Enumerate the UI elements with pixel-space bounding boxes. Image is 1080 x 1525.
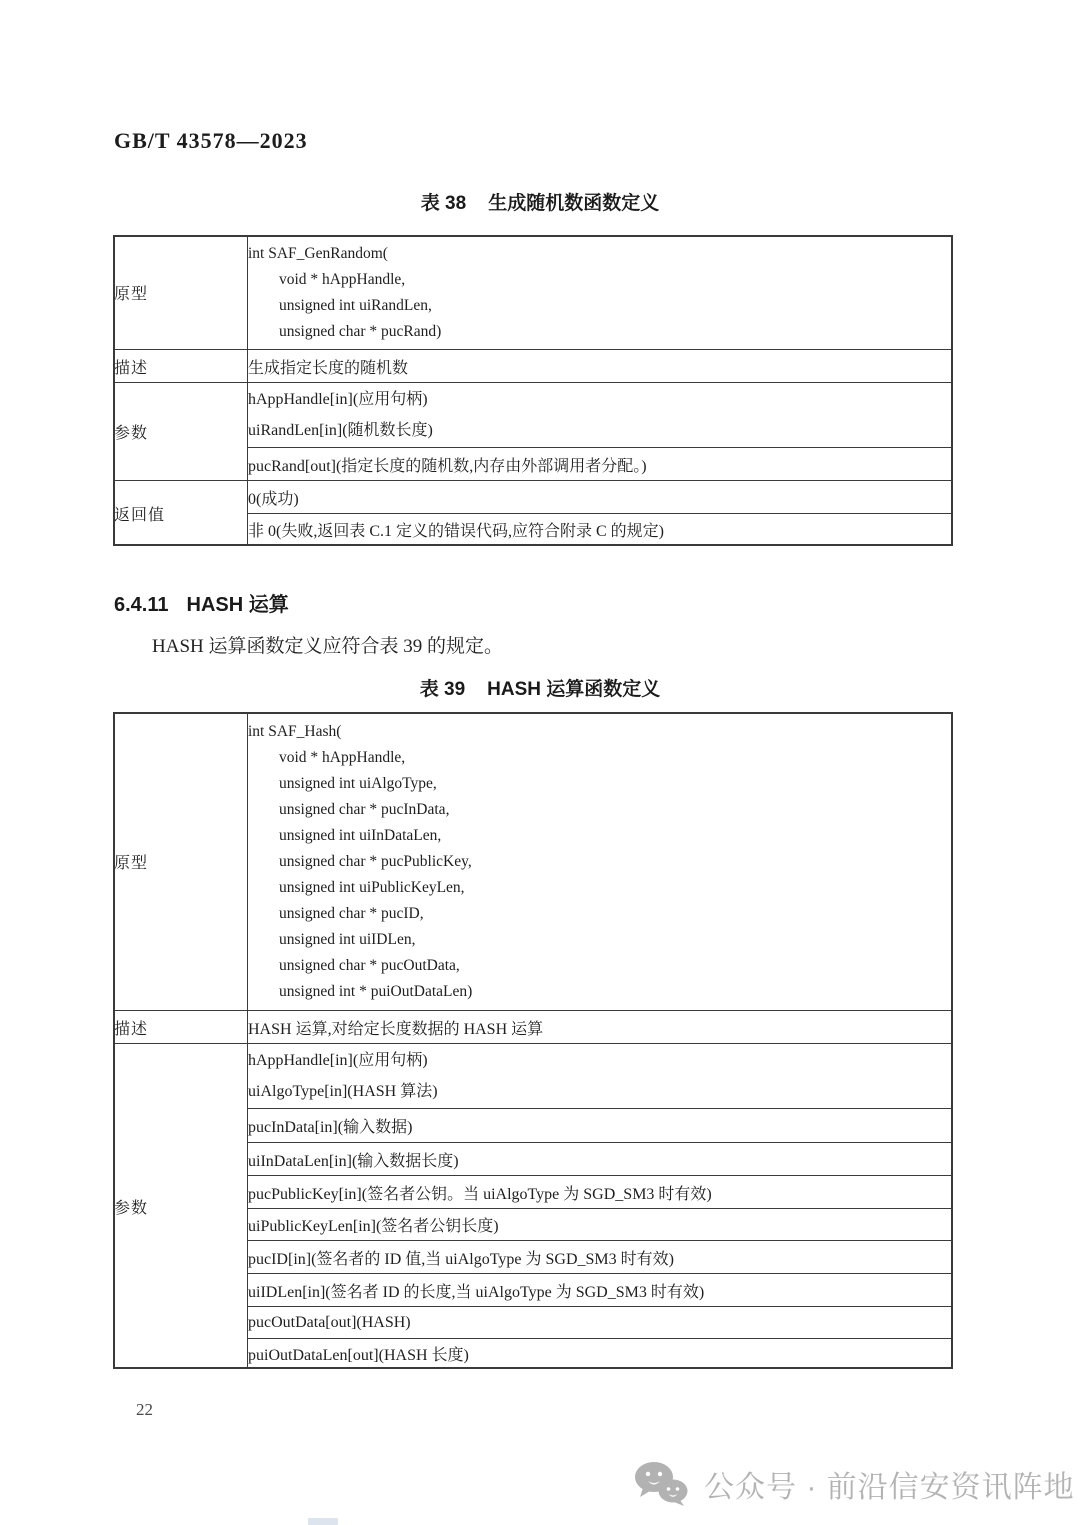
table38-returns-cell-1: 0(成功) — [248, 481, 953, 514]
table38-label-params: 参数 — [114, 383, 248, 481]
code-line: unsigned char * pucPublicKey, — [279, 852, 472, 870]
code-line: void * hAppHandle, — [279, 748, 406, 766]
param-line: hAppHandle[in](应用句柄) — [248, 1052, 428, 1069]
table38-params-cell-1 — [248, 383, 953, 448]
watermark — [634, 1461, 1075, 1507]
table39-description-cell: HASH 运算,对给定长度数据的 HASH 运算 — [248, 1011, 953, 1044]
table39-caption — [0, 674, 1080, 701]
table38-label-description: 描述 — [114, 350, 248, 383]
table39-params-cell-3: uiInDataLen[in](输入数据长度) — [248, 1143, 953, 1176]
table39-params-cell-4: pucPublicKey[in](签名者公钥。当 uiAlgoType 为 SGD_SM3 时有效) — [248, 1176, 953, 1209]
table39-params-cell-1 — [248, 1044, 953, 1109]
table-39 — [113, 712, 953, 1369]
code-line: int SAF_Hash( — [248, 722, 342, 740]
table38-params-cell-2: pucRand[out](指定长度的随机数,内存由外部调用者分配。) — [248, 448, 953, 481]
table39-label-description: 描述 — [114, 1011, 248, 1044]
code-line: unsigned int * puiOutDataLen) — [279, 982, 473, 1000]
table38-label-returns: 返回值 — [114, 481, 248, 546]
code-line: unsigned int uiIDLen, — [279, 930, 416, 948]
table39-params-cell-7: uiIDLen[in](签名者 ID 的长度,当 uiAlgoType 为 SGD_SM3 时有效) — [248, 1274, 953, 1307]
section-paragraph: HASH 运算函数定义应符合表 39 的规定。 — [152, 636, 503, 657]
section-heading — [114, 588, 289, 617]
table38-description-cell: 生成指定长度的随机数 — [248, 350, 953, 383]
table38-label-prototype: 原型 — [114, 236, 248, 350]
table39-caption-number: 表 39 — [419, 679, 466, 700]
table39-params-cell-5: uiPublicKeyLen[in](签名者公钥长度) — [248, 1209, 953, 1241]
code-line: unsigned int uiInDataLen, — [279, 826, 442, 844]
code-line: unsigned int uiPublicKeyLen, — [279, 878, 465, 896]
table39-prototype-cell — [248, 713, 953, 1011]
table-38 — [113, 235, 953, 546]
table38-prototype-cell — [248, 236, 953, 350]
table39-caption-text: HASH 运算函数定义 — [487, 679, 661, 700]
table39-params-cell-2: pucInData[in](输入数据) — [248, 1109, 953, 1143]
table39-params-cell-9: puiOutDataLen[out](HASH 长度) — [248, 1339, 953, 1369]
param-line: uiRandLen[in](随机数长度) — [248, 422, 433, 439]
wechat-icon — [634, 1461, 688, 1507]
param-line: uiAlgoType[in](HASH 算法) — [248, 1083, 438, 1100]
code-line: unsigned int uiRandLen, — [279, 296, 432, 314]
code-line: unsigned char * pucID, — [279, 904, 424, 922]
table39-params-cell-8: pucOutData[out](HASH) — [248, 1307, 953, 1339]
section-title: HASH 运算 — [186, 594, 289, 616]
table39-label-params: 参数 — [114, 1044, 248, 1369]
watermark-text: 公众号 · 前沿信安资讯阵地 — [704, 1471, 1075, 1504]
doc-code: GB/T 43578—2023 — [114, 128, 308, 153]
code-line: void * hAppHandle, — [279, 270, 406, 288]
table38-caption-number: 表 38 — [420, 193, 467, 214]
table39-label-prototype: 原型 — [114, 713, 248, 1011]
param-line: hAppHandle[in](应用句柄) — [248, 391, 428, 408]
table38-caption — [0, 188, 1080, 215]
table38-returns-cell-2: 非 0(失败,返回表 C.1 定义的错误代码,应符合附录 C 的规定) — [248, 514, 953, 546]
code-line: unsigned char * pucRand) — [279, 322, 442, 340]
page-number: 22 — [136, 1400, 153, 1419]
code-line: int SAF_GenRandom( — [248, 244, 388, 262]
code-line: unsigned char * pucInData, — [279, 800, 450, 818]
code-line: unsigned int uiAlgoType, — [279, 774, 437, 792]
table38-caption-text: 生成随机数函数定义 — [488, 193, 660, 214]
scan-artifact — [308, 1518, 338, 1525]
section-number: 6.4.11 — [114, 594, 169, 616]
code-line: unsigned char * pucOutData, — [279, 956, 460, 974]
table39-params-cell-6: pucID[in](签名者的 ID 值,当 uiAlgoType 为 SGD_SM3 时有效) — [248, 1241, 953, 1274]
